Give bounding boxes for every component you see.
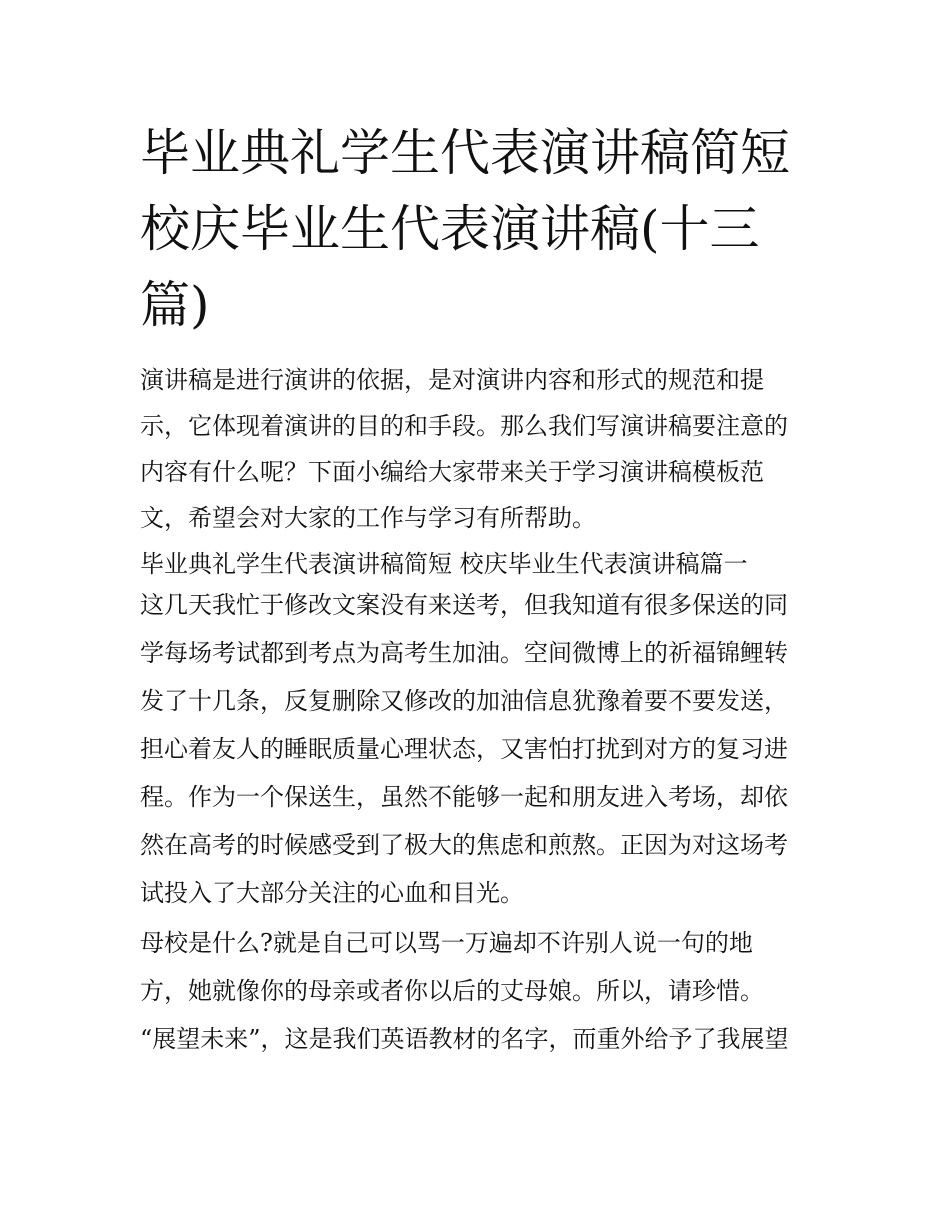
title-line: 毕业典礼学生代表演讲稿简短 — [140, 124, 790, 182]
body-line: 试投入了大部分关注的心血和目光。 — [140, 879, 524, 907]
document-title — [140, 115, 820, 343]
document-page — [140, 115, 820, 1063]
title-line: 篇) — [140, 276, 210, 334]
title-line: 校庆毕业生代表演讲稿(十三 — [140, 200, 760, 258]
body-line: “展望未来”，这是我们英语教材的名字，而重外给予了我展望 — [140, 1025, 789, 1053]
intro-paragraph — [140, 357, 820, 541]
body-line: 方，她就像你的母亲或者你以后的丈母娘。所以，请珍惜。 — [140, 977, 764, 1005]
body-line: 学每场考试都到考点为高考生加油。空间微博上的祈福锦鲤转 — [140, 639, 788, 667]
body-line: 然在高考的时候感受到了极大的焦虑和煎熬。正因为对这场考 — [140, 831, 788, 859]
body-paragraph-2 — [140, 919, 820, 1063]
intro-line: 示，它体现着演讲的目的和手段。那么我们写演讲稿要注意的 — [140, 412, 788, 440]
intro-line: 演讲稿是进行演讲的依据，是对演讲内容和形式的规范和提 — [140, 366, 764, 394]
body-line: 母校是什么?就是自己可以骂一万遍却不许别人说一句的地 — [140, 929, 753, 957]
body-line: 这几天我忙于修改文案没有来送考，但我知道有很多保送的同 — [140, 591, 788, 619]
body-paragraph-1 — [140, 581, 820, 917]
section-heading: 毕业典礼学生代表演讲稿简短 校庆毕业生代表演讲稿篇一 — [140, 550, 748, 578]
body-line: 担心着友人的睡眠质量心理状态，又害怕打扰到对方的复习进 — [140, 735, 788, 763]
body-line: 发了十几条，反复删除又修改的加油信息犹豫着要不要发送， — [140, 687, 788, 715]
body-line: 程。作为一个保送生，虽然不能够一起和朋友进入考场，却依 — [140, 783, 788, 811]
intro-line: 内容有什么呢？下面小编给大家带来关于学习演讲稿模板范 — [140, 458, 764, 486]
intro-line: 文，希望会对大家的工作与学习有所帮助。 — [140, 504, 596, 532]
